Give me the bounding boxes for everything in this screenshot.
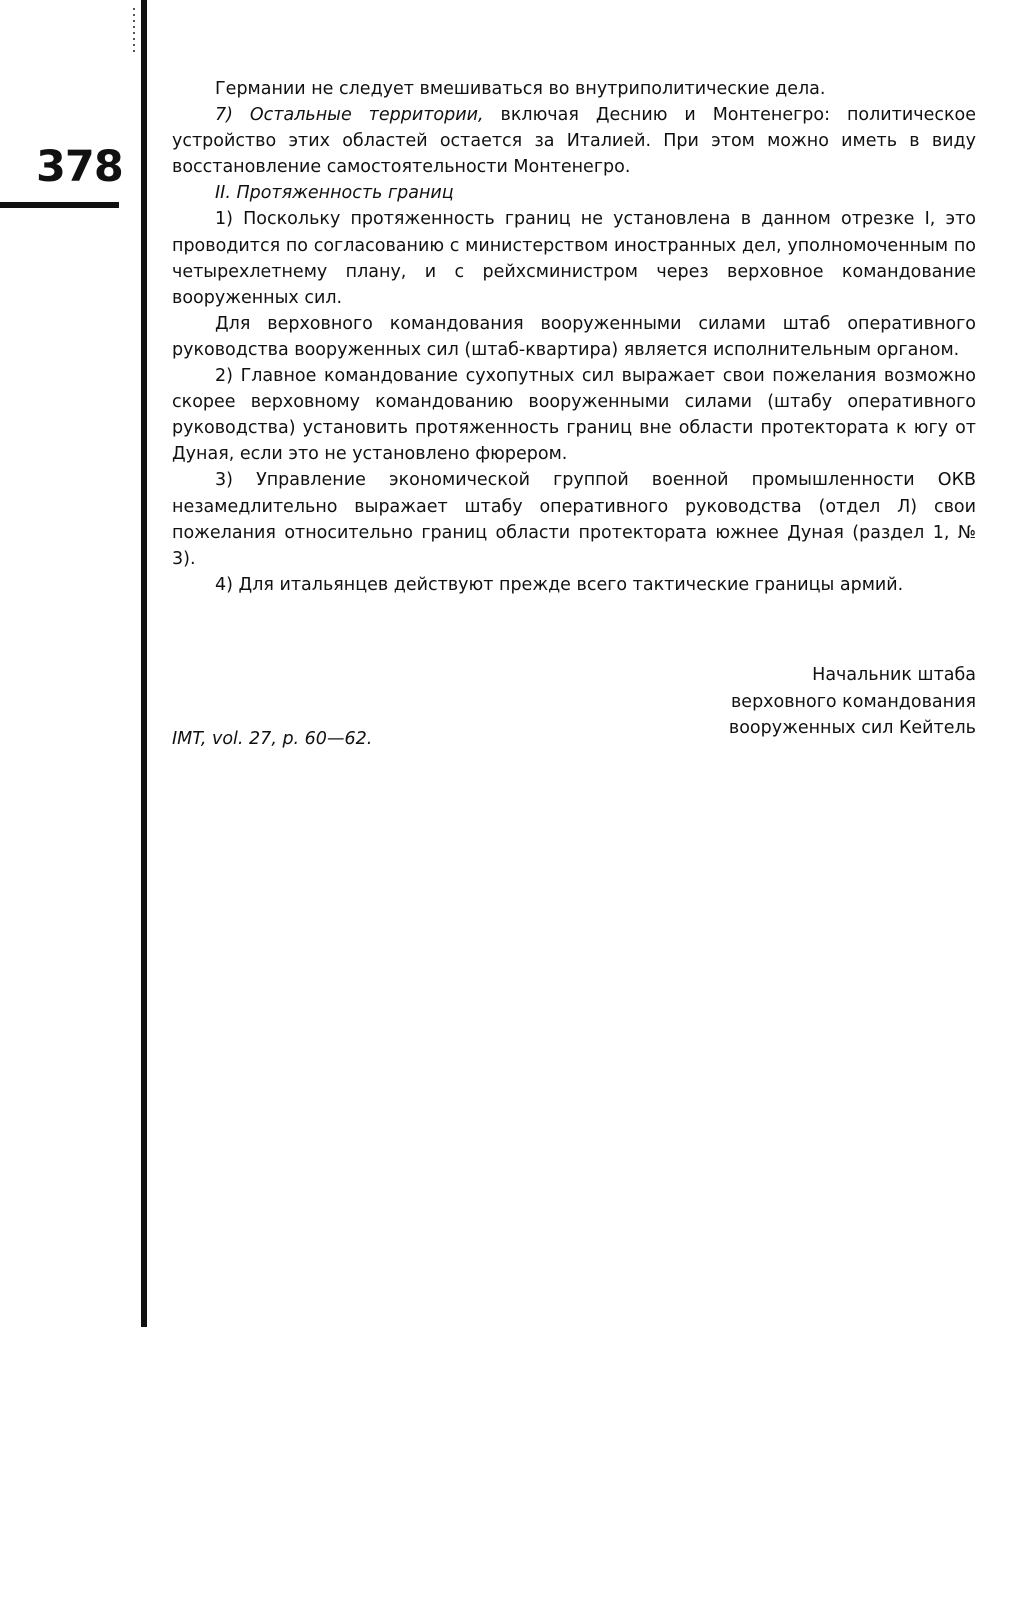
section-heading: II. Протяженность границ [215,183,454,204]
paragraph-2-rest: включая Деснию и Монтенегро: политическое устройство этих областей остается за Италией. При этом можно иметь в виду восстановление самостоятельности Монтенегро. [172,105,977,178]
page-number-underline [0,202,119,208]
page-number: 378 [36,142,123,192]
signature-line-1: Начальник штаба [812,665,976,685]
signature-line-2: верховного командования [730,691,976,712]
paragraph-4: 1) Поскольку протяженность границ не установлена в данном отрезке I, это проводится по согласованию с министерством иностранных дел, уполномоченным по четырехлетнему плану, и с рейхсминистром через верховное командование вооруженных сил. [172,209,976,308]
paragraph-2 [172,102,976,180]
paragraph-6: 2) Главное командование сухопутных сил выражает свои пожелания возможно скорее верховному командованию вооруженными силами (штабу оперативного руководства) установить протяженность границ вне области протектората к югу от Дуная, если это не установлено фюрером. [172,366,976,465]
source-citation: IMT, vol. 27, p. 60—62. [172,729,373,749]
paragraph-8: 4) Для итальянцев действуют прежде всего тактические границы армий. [215,574,904,595]
signature-line-3: вооруженных сил Кейтель [728,718,976,738]
paragraph-1: Германии не следует вмешиваться во внутриполитические дела. [215,79,826,99]
paragraph-7: 3) Управление экономической группой военной промышленности ОКВ незамедлительно выражает штабу оперативного руководства (отдел Л) свои пожелания относительно границ области протектората южнее Дуная (раздел 1, № 3). [172,470,976,569]
signature-block [729,662,976,742]
margin-tick-marks [133,8,135,52]
margin-vertical-rule [141,0,147,1327]
body-text [172,76,976,598]
paragraph-2-italic: 7) Остальные территории, [215,105,484,126]
paragraph-5: Для верховного командования вооруженными силами штаб оперативного руководства вооруженных сил (штаб-квартира) является исполнительным органом. [172,313,976,360]
